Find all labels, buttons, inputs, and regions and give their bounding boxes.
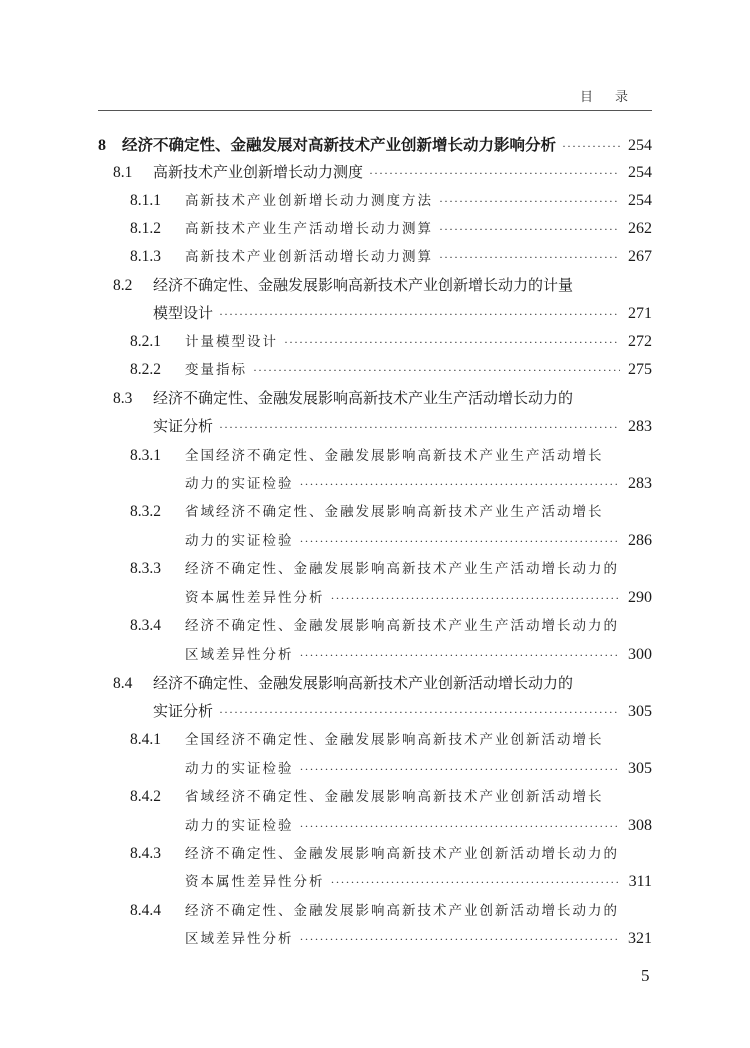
toc-entry-8-4-1-cont[interactable]	[185, 757, 652, 781]
page-number: 272	[628, 333, 652, 350]
section-number: 8.3.4	[130, 617, 161, 634]
toc-entry-8-2-cont[interactable]	[153, 302, 652, 326]
dot-leader	[331, 875, 621, 890]
page-number: 254	[628, 164, 652, 181]
dot-leader	[439, 194, 620, 209]
section-number: 8.3.1	[130, 447, 161, 464]
section-title-line2: 模型设计	[153, 304, 214, 322]
section-title-line2: 资本属性差异性分析	[185, 874, 325, 890]
toc-entry-8-3[interactable]	[113, 387, 652, 411]
page-number: 275	[628, 361, 652, 378]
page-number: 254	[628, 192, 652, 209]
toc-entry-8-1-3[interactable]	[130, 245, 652, 269]
section-title: 变量指标	[185, 362, 247, 378]
toc-entry-8-4-1[interactable]	[130, 728, 652, 752]
page-number: 321	[628, 930, 652, 947]
page-folio-number: 5	[641, 966, 650, 985]
dot-leader	[300, 762, 621, 777]
section-title-line1: 省域经济不确定性、金融发展影响高新技术产业创新活动增长	[185, 789, 604, 805]
section-title-line2: 动力的实证检验	[185, 761, 294, 777]
page-number: 267	[628, 248, 652, 265]
section-title-line1: 经济不确定性、金融发展影响高新技术产业生产活动增长动力的	[153, 389, 574, 407]
section-number: 8.4	[113, 675, 133, 692]
dot-leader	[300, 534, 621, 549]
page-number: 262	[628, 220, 652, 237]
section-title-line2: 动力的实证检验	[185, 533, 294, 549]
section-title: 高新技术产业创新增长动力测度方法	[185, 193, 433, 209]
section-title: 高新技术产业生产活动增长动力测算	[185, 221, 433, 237]
toc-entry-8-3-3[interactable]	[130, 557, 652, 581]
toc-entry-8-3-4[interactable]	[130, 614, 652, 638]
dot-leader	[439, 222, 620, 237]
dot-leader	[331, 591, 621, 606]
section-title-line1: 经济不确定性、金融发展影响高新技术产业创新活动增长动力的	[185, 846, 619, 862]
section-title: 高新技术产业创新增长动力测度	[153, 163, 364, 181]
dot-leader	[253, 363, 620, 378]
running-head: 目录	[579, 90, 650, 105]
toc-entry-8-3-2[interactable]	[130, 500, 652, 524]
section-number: 8.3.2	[130, 503, 161, 520]
dot-leader	[562, 139, 620, 154]
toc-entry-8-4-4-cont[interactable]	[185, 927, 652, 951]
page-number: 311	[628, 873, 652, 890]
toc-entry-8-3-2-cont[interactable]	[185, 529, 652, 553]
page-number: 286	[628, 532, 652, 549]
dot-leader	[300, 932, 621, 947]
section-title-line2: 实证分析	[153, 702, 214, 720]
section-title-line1: 全国经济不确定性、金融发展影响高新技术产业生产活动增长	[185, 448, 604, 464]
toc-entry-8-2[interactable]	[113, 274, 652, 298]
section-title-line1: 全国经济不确定性、金融发展影响高新技术产业创新活动增长	[185, 732, 604, 748]
dot-leader	[219, 307, 620, 322]
toc-entry-8-4-3[interactable]	[130, 842, 652, 866]
header-rule	[98, 110, 652, 111]
toc-entry-8-1-1[interactable]	[130, 189, 652, 213]
page-number: 308	[628, 817, 652, 834]
chapter-title: 经济不确定性、金融发展对高新技术产业创新增长动力影响分析	[122, 136, 557, 154]
page-number: 283	[628, 475, 652, 492]
toc-entry-8-3-1-cont[interactable]	[185, 472, 652, 496]
dot-leader	[219, 420, 620, 435]
section-number: 8.4.4	[130, 902, 161, 919]
dot-leader	[300, 819, 621, 834]
section-title-line2: 实证分析	[153, 417, 214, 435]
dot-leader	[284, 335, 620, 350]
toc-entry-8-3-3-cont[interactable]	[185, 586, 652, 610]
section-title-line1: 经济不确定性、金融发展影响高新技术产业创新增长动力的计量	[153, 276, 574, 294]
dot-leader	[439, 250, 620, 265]
section-title-line1: 经济不确定性、金融发展影响高新技术产业生产活动增长动力的	[185, 618, 619, 634]
toc-entry-8-4-4[interactable]	[130, 899, 652, 923]
dot-leader	[300, 648, 621, 663]
section-title-line2: 区域差异性分析	[185, 931, 294, 947]
section-number: 8.1	[113, 164, 133, 181]
section-number: 8.3.3	[130, 560, 161, 577]
section-title: 高新技术产业创新活动增长动力测算	[185, 249, 433, 265]
toc-entry-8-4-2-cont[interactable]	[185, 814, 652, 838]
toc-entry-8-4-3-cont[interactable]	[185, 870, 652, 894]
dot-leader	[369, 166, 620, 181]
toc-entry-8-4-cont[interactable]	[153, 700, 652, 724]
toc-entry-8-1[interactable]	[113, 161, 652, 185]
page-number: 290	[628, 589, 652, 606]
section-number: 8.3	[113, 390, 133, 407]
section-number: 8.1.1	[130, 192, 161, 209]
page-number: 305	[628, 760, 652, 777]
section-number: 8.2.1	[130, 333, 161, 350]
toc-entry-8-4[interactable]	[113, 672, 652, 696]
section-title: 计量模型设计	[185, 334, 278, 350]
section-title-line2: 资本属性差异性分析	[185, 590, 325, 606]
toc-entry-8-3-4-cont[interactable]	[185, 643, 652, 667]
section-title-line2: 区域差异性分析	[185, 647, 294, 663]
section-title-line1: 经济不确定性、金融发展影响高新技术产业生产活动增长动力的	[185, 561, 619, 577]
toc-entry-8-2-1[interactable]	[130, 330, 652, 354]
section-number: 8.2.2	[130, 361, 161, 378]
section-title-line1: 经济不确定性、金融发展影响高新技术产业创新活动增长动力的	[153, 674, 574, 692]
section-number: 8.4.2	[130, 788, 161, 805]
section-title-line1: 经济不确定性、金融发展影响高新技术产业创新活动增长动力的	[185, 903, 619, 919]
page-number: 271	[628, 305, 652, 322]
dot-leader	[300, 477, 621, 492]
section-number: 8.1.3	[130, 248, 161, 265]
dot-leader	[219, 705, 620, 720]
section-number: 8.1.2	[130, 220, 161, 237]
toc-chapter-8[interactable]	[98, 133, 652, 157]
page-number: 283	[628, 418, 652, 435]
page-number: 300	[628, 646, 652, 663]
section-number: 8.4.3	[130, 845, 161, 862]
toc-entry-8-3-1[interactable]	[130, 444, 652, 468]
section-title-line1: 省域经济不确定性、金融发展影响高新技术产业生产活动增长	[185, 504, 604, 520]
toc-entry-8-2-2[interactable]	[130, 358, 652, 382]
page-number: 254	[628, 137, 652, 154]
toc-entry-8-3-cont[interactable]	[153, 415, 652, 439]
section-title-line2: 动力的实证检验	[185, 818, 294, 834]
section-number: 8.4.1	[130, 731, 161, 748]
chapter-number: 8	[98, 137, 106, 154]
section-number: 8.2	[113, 277, 133, 294]
toc-entry-8-1-2[interactable]	[130, 217, 652, 241]
page-number: 305	[628, 703, 652, 720]
section-title-line2: 动力的实证检验	[185, 476, 294, 492]
toc-entry-8-4-2[interactable]	[130, 785, 652, 809]
